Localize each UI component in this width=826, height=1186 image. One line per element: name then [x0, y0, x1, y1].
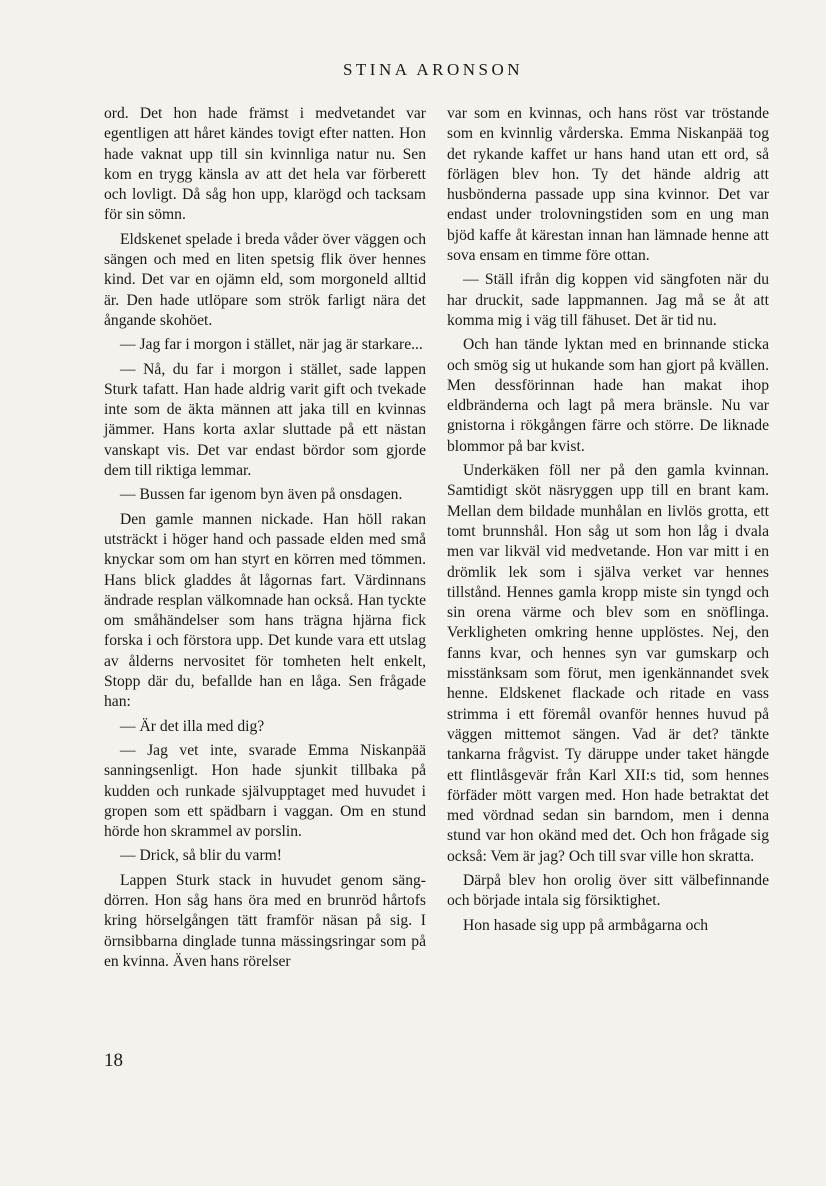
paragraph: — Bussen far igenom byn även på onsdagen.: [120, 486, 403, 504]
left-column: [104, 104, 426, 976]
paragraph: Den gamle mannen nickade. Han höll rakan utsträckt i höger hand och passade elden med små knyckar som om han styrt en körren med tömmen. Hans blick gladdes åt lågornas fart. Värdinnans ändrade resplan välkomnade han också. Han tyckte om småhändelser som hans trägna hjärna fick forska i och förstora upp. Det kunde vara ett utslag av ålderns nervositet för tomheten helt enkelt, Stopp där du, befallde han en låga. Sen frågade han:: [104, 510, 426, 711]
paragraph: — Jag far i morgon i stället, när jag är starkare...: [120, 336, 423, 354]
paragraph: var som en kvinnas, och hans röst var tröstande som en kvinnlig vårderska. Emma Niskanpää tog det rykande kaffet ur hans hand utan ett ord, så förlägen blev hon. Ty det hände aldrig att husbönderna passade upp sina kvinnor. Det var endast under trolovningstiden som en ung man bjöd kaffe åt kärestan innan han lämnade henne att sova ensam en timme före ottan.: [447, 105, 769, 265]
page-number: 18: [104, 1050, 123, 1071]
paragraph: Eldskenet spelade i breda våder över väggen och sängen och med en liten spetsig flik över hennes kind. Det var en ojämn eld, som morgoneld alltid är. Den hade utlöpare som strök farligt nära det ångande skohöet.: [104, 230, 426, 329]
paragraph: Lappen Sturk stack in huvudet genom sängdörren. Hon såg hans öra med en brunröd hårtofs kring hörselgången tätt framför näsan på sig. I örnsibbarna dinglade tunna mässingsringar som på en kvinna. Även hans rörelser: [104, 871, 426, 970]
paragraph: Och han tände lyktan med en brinnande sticka och smög sig ut hukande som han gjort på kvällen. Men dessförinnan hade han makat ihop eldbränderna och lagt på mera bränsle. Nu var gnistorna i rökgången färre och större. De liknade blommor på bar kvist.: [447, 336, 769, 455]
paragraph: — Är det illa med dig?: [120, 717, 265, 735]
paragraph: Därpå blev hon orolig över sitt välbefinnande och började intala sig försiktighet.: [447, 871, 769, 910]
running-header: STINA ARONSON: [342, 60, 524, 79]
paragraph: — Nå, du far i morgon i stället, sade lappen Sturk tafatt. Han hade aldrig varit gift och tvekade inte som de äkta männen att jaka till en kvinnas jämmer. Hans korta axlar sluttade på ett nästan vanskapt vis. Det var endast bördor som gjorde dem till riktiga lemmar.: [104, 360, 426, 480]
paragraph: ord. Det hon hade främst i medvetandet var egentligen att håret kändes tovigt efter natten. Hon hade vaknat upp till sin kvinnliga natur nu. Sen kom en trygg känsla av att det hela var förberett och lovligt. Då såg hon upp, klarögd och tacksam för sin sömn.: [104, 105, 426, 224]
paragraph: Hon hasade sig upp på armbågarna och: [463, 916, 709, 934]
paragraph: Underkäken föll ner på den gamla kvinnan. Samtidigt sköt näsryggen upp till en brant kam. Mellan dem bildade munhålan en livlös grotta, ett tomt brunnshål. Hon såg ut som hon låg i dvala men var likväl vid medvetande. Hon var mitt i en drömlik lek som i själva verket var hennes tillstånd. Hennes gamla kropp miste sin tyngd och sin orena värme och blev som en snöflinga. Verkligheten omkring henne upplöstes. Nej, den fanns kvar, och hennes syn var gumskarp och misstänksam som förut, men igenkännandet svek henne. Eldskenet flackade och ritade en vass strimma i ett föremål ovanför hennes huvud på väggen mittemot sängen. Vad är det? tänkte tankarna frågvist. Ty däruppe under taket hängde ett flintlåsgevär från Karl XII:s tid, som hennes förfäder mött vargen med. Hon hade betraktat det med vördnad sedan sin barndom, men i denna stund var hon okänd med det. Och hon frågade sig också: Vem är jag? Och till svar ville hon skratta.: [447, 462, 769, 865]
paragraph: — Drick, så blir du varm!: [120, 847, 282, 865]
paragraph: — Ställ ifrån dig koppen vid sängfoten när du har druckit, sade lappmannen. Jag må se åt att komma mig i väg till fähuset. Det är tid nu.: [447, 271, 769, 329]
paragraph: — Jag vet inte, svarade Emma Niskanpää sanningsenligt. Hon hade sjunkit tillbaka på kudden och runkade självupptaget med huvudet i gropen som ett spädbarn i vaggan. Om en stund hörde hon skrammel av porslin.: [104, 741, 426, 841]
right-column: [447, 104, 769, 940]
